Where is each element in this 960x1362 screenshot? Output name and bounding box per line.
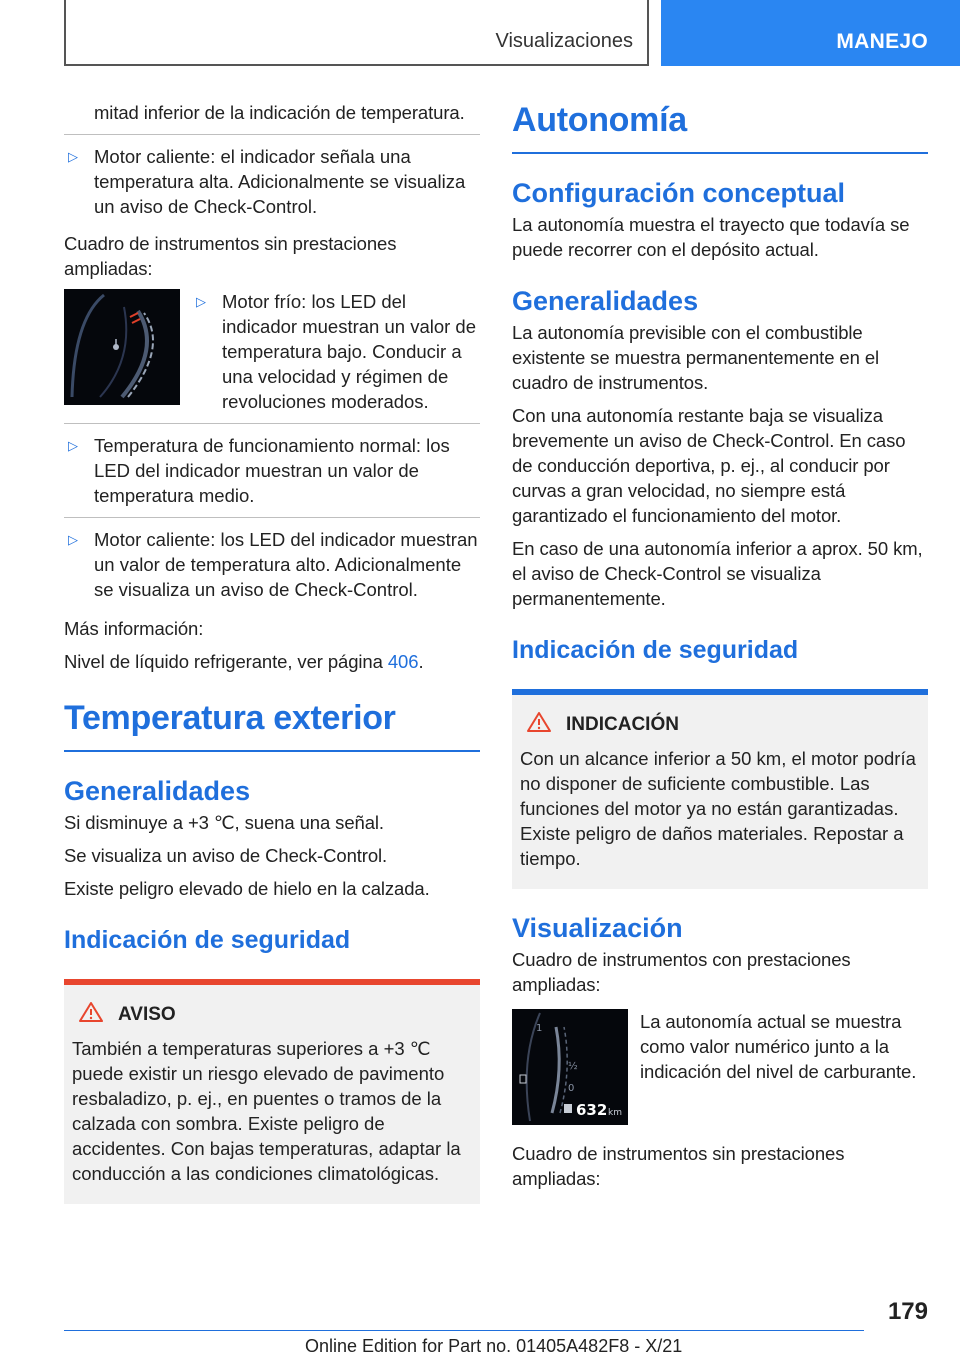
list-item	[64, 144, 480, 219]
list-item-text: Temperatura de funcionamiento normal: los LED del indicador muestran un valor de temperatura medio.	[94, 435, 450, 506]
subsection-heading: Configuración conceptual	[512, 178, 846, 208]
cross-reference-end: .	[418, 651, 424, 672]
cross-reference	[64, 649, 480, 674]
page-link[interactable]: 406	[387, 651, 419, 672]
list-item-text: Motor caliente: el indicador señala una temperatura alta. Adicionalmente se visualiza un aviso de Check-Control.	[94, 146, 466, 217]
figure-row	[512, 1009, 928, 1125]
continued-text: mitad inferior de la indicación de temperatura.	[94, 102, 465, 123]
triangle-bullet-icon: ▷	[68, 532, 78, 547]
fuel-gauge-image	[512, 1009, 628, 1125]
paragraph: Con una autonomía restante baja se visualiza brevemente un aviso de Check-Control. En caso de conducción deportiva, p. ej., al conducir por curvas a gran velocidad, no siempre está garantizado el funcionamiento del motor.	[512, 405, 906, 526]
list-item-text: Motor caliente: los LED del indicador muestran un valor de temperatura alto. Adicionalmente se visualiza un aviso de Check-Control.	[94, 529, 478, 600]
footer-divider	[64, 1330, 864, 1331]
list-item	[64, 433, 480, 508]
safety-heading: Indicación de seguridad	[512, 636, 799, 664]
figure-row	[64, 289, 480, 414]
subsection-heading: Visualización	[512, 913, 683, 943]
paragraph: La autonomía previsible con el combustible existente se muestra permanentemente en el cuadro de instrumentos.	[512, 322, 880, 393]
divider	[64, 423, 480, 424]
warning-box	[64, 979, 480, 1204]
warning-triangle-icon	[78, 1001, 104, 1028]
range-unit: km	[608, 1108, 622, 1118]
page-number: 179	[887, 1298, 928, 1325]
section-heading: Autonomía	[512, 100, 928, 154]
header-chapter-title: MANEJO	[836, 30, 928, 53]
header-section-title: Visualizaciones	[495, 30, 633, 52]
list-item	[192, 289, 480, 414]
list-item	[64, 527, 480, 602]
more-info-label: Más información:	[64, 618, 204, 639]
paragraph: La autonomía muestra el trayecto que todavía se puede recorrer con el depósito actual.	[512, 214, 910, 260]
warning-triangle-icon	[526, 711, 552, 738]
header-section-box	[64, 0, 649, 66]
edition-note: Online Edition for Part no. 01405A482F8 - X/21	[305, 1336, 683, 1356]
right-column	[512, 100, 928, 1199]
subsection-heading: Generalidades	[64, 776, 251, 806]
warning-text: También a temperaturas superiores a +3 ℃ puede existir un riesgo elevado de pavimento resbaladizo, p. ej., en puentes o tramos de la calzada con sombra. Existe peligro de accidentes. Con bajas temperaturas, adaptar la conducción a las condiciones climatológicas.	[72, 1038, 461, 1184]
triangle-bullet-icon: ▷	[68, 438, 78, 453]
paragraph: Se visualiza un aviso de Check-Control.	[64, 845, 388, 866]
paragraph: Cuadro de instrumentos sin prestaciones ampliadas:	[64, 233, 397, 279]
left-column	[64, 100, 480, 1204]
divider	[64, 517, 480, 518]
divider	[64, 134, 480, 135]
warning-title: AVISO	[118, 1003, 176, 1025]
paragraph: Si disminuye a +3 ℃, suena una señal.	[64, 812, 384, 833]
paragraph: Cuadro de instrumentos con prestaciones ampliadas:	[512, 949, 851, 995]
paragraph: En caso de una autonomía inferior a aprox. 50 km, el aviso de Check-Control se visualiza permanentemente.	[512, 538, 923, 609]
section-heading: Temperatura exterior	[64, 698, 480, 752]
fuel-tick-full: 1	[536, 1023, 543, 1034]
note-text: Con un alcance inferior a 50 km, el motor podría no disponer de suficiente combustible. Las funciones del motor ya no están garantizadas. Existe peligro de daños materiales. Repostar a tiempo.	[520, 748, 916, 869]
cross-reference-text: Nivel de líquido refrigerante, ver página	[64, 651, 383, 672]
triangle-bullet-icon: ▷	[68, 149, 78, 164]
range-value: 632	[576, 1101, 608, 1119]
triangle-bullet-icon: ▷	[196, 294, 206, 309]
fuel-tick-empty: 0	[568, 1083, 575, 1094]
subsection-heading: Generalidades	[512, 286, 699, 316]
note-title: INDICACIÓN	[566, 713, 679, 735]
paragraph: Existe peligro elevado de hielo en la calzada.	[64, 878, 430, 899]
paragraph: Cuadro de instrumentos sin prestaciones ampliadas:	[512, 1143, 845, 1189]
fuel-tick-half: ½	[568, 1061, 578, 1072]
figure-caption: La autonomía actual se muestra como valor numérico junto a la indicación del nivel de carburante.	[640, 1011, 917, 1082]
safety-heading: Indicación de seguridad	[64, 926, 351, 954]
temperature-gauge-image	[64, 289, 180, 405]
note-box	[512, 689, 928, 889]
list-item-text: Motor frío: los LED del indicador muestran un valor de temperatura bajo. Conducir a una velocidad y régimen de revoluciones moderados.	[222, 291, 477, 412]
header-chapter-tab	[661, 0, 960, 66]
